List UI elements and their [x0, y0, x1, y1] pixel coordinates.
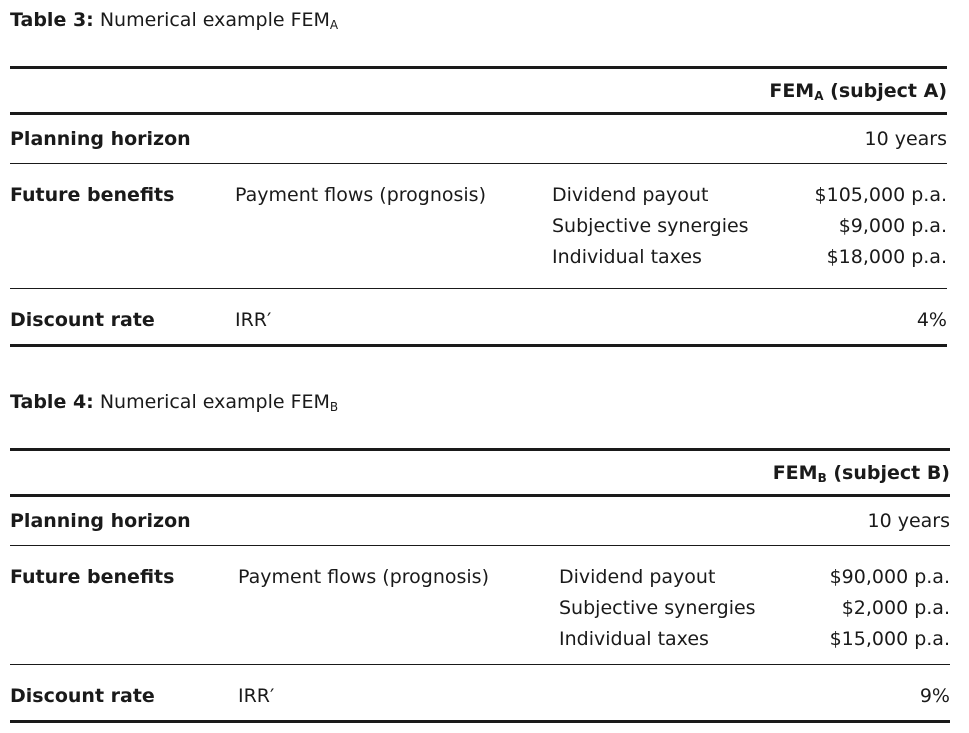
table-3-planning-label: Planning horizon	[10, 128, 191, 150]
table-4-item-value: $2,000 p.a.	[841, 597, 950, 619]
table-3-discount-label: Discount rate	[10, 309, 155, 331]
table-4-caption-label: Table 4:	[10, 391, 94, 413]
table-4-row-divider-2	[10, 664, 950, 665]
table-3-item-label: Individual taxes	[552, 246, 702, 268]
table-4-item-value: $15,000 p.a.	[829, 628, 950, 650]
table-3-header-sub: A	[814, 89, 824, 103]
table-4-header-sub: B	[817, 471, 827, 485]
table-3-caption-sub: A	[329, 18, 339, 32]
table-4-planning-label: Planning horizon	[10, 510, 191, 532]
table-3-row-divider-2	[10, 288, 947, 289]
table-4-header-rule	[10, 494, 950, 497]
table-3-row-divider-1	[10, 163, 947, 164]
table-4-planning-value: 10 years	[867, 510, 950, 532]
table-3-item-label: Dividend payout	[552, 184, 709, 206]
table-4-caption-sub: B	[329, 400, 339, 414]
table-4-item-label: Dividend payout	[559, 566, 716, 588]
table-3-irr-label: IRR′	[235, 309, 272, 331]
table-3-column-header	[769, 80, 947, 102]
table-4-future-label: Future benefits	[10, 566, 175, 588]
table-3-item-value: $9,000 p.a.	[838, 215, 947, 237]
table-3-caption-label: Table 3:	[10, 9, 94, 31]
table-4-item-value: $90,000 p.a.	[829, 566, 950, 588]
table-3-bottom-rule	[10, 344, 947, 347]
table-4-column-header	[773, 462, 950, 484]
table-3-item-label: Subjective synergies	[552, 215, 749, 237]
table-4-item-label: Subjective synergies	[559, 597, 756, 619]
table-3-header-rule	[10, 112, 947, 115]
table-4-row-divider-1	[10, 545, 950, 546]
table-3-planning-value: 10 years	[864, 128, 947, 150]
table-4-item-label: Individual taxes	[559, 628, 709, 650]
table-4-payment-label: Payment flows (prognosis)	[238, 566, 489, 588]
table-4-top-rule	[10, 448, 950, 451]
table-4-irr-label: IRR′	[238, 685, 275, 707]
table-4-bottom-rule	[10, 720, 950, 723]
table-3-discount-value: 4%	[916, 309, 947, 331]
table-3-item-value: $105,000 p.a.	[814, 184, 947, 206]
table-4-caption	[10, 391, 338, 413]
table-4-header-main: FEM	[772, 462, 818, 484]
table-4-discount-label: Discount rate	[10, 685, 155, 707]
table-3-item-value: $18,000 p.a.	[826, 246, 947, 268]
table-3-caption	[10, 9, 338, 31]
table-4-header-rest: (subject B)	[826, 462, 950, 484]
table-3-header-rest: (subject A)	[823, 80, 947, 102]
table-3-header-main: FEM	[769, 80, 815, 102]
table-3-caption-text: Numerical example FEM	[99, 9, 330, 31]
table-3-top-rule	[10, 66, 947, 69]
table-4-discount-value: 9%	[919, 685, 950, 707]
table-3-future-label: Future benefits	[10, 184, 175, 206]
table-4-caption-text: Numerical example FEM	[99, 391, 330, 413]
table-3-payment-label: Payment flows (prognosis)	[235, 184, 486, 206]
